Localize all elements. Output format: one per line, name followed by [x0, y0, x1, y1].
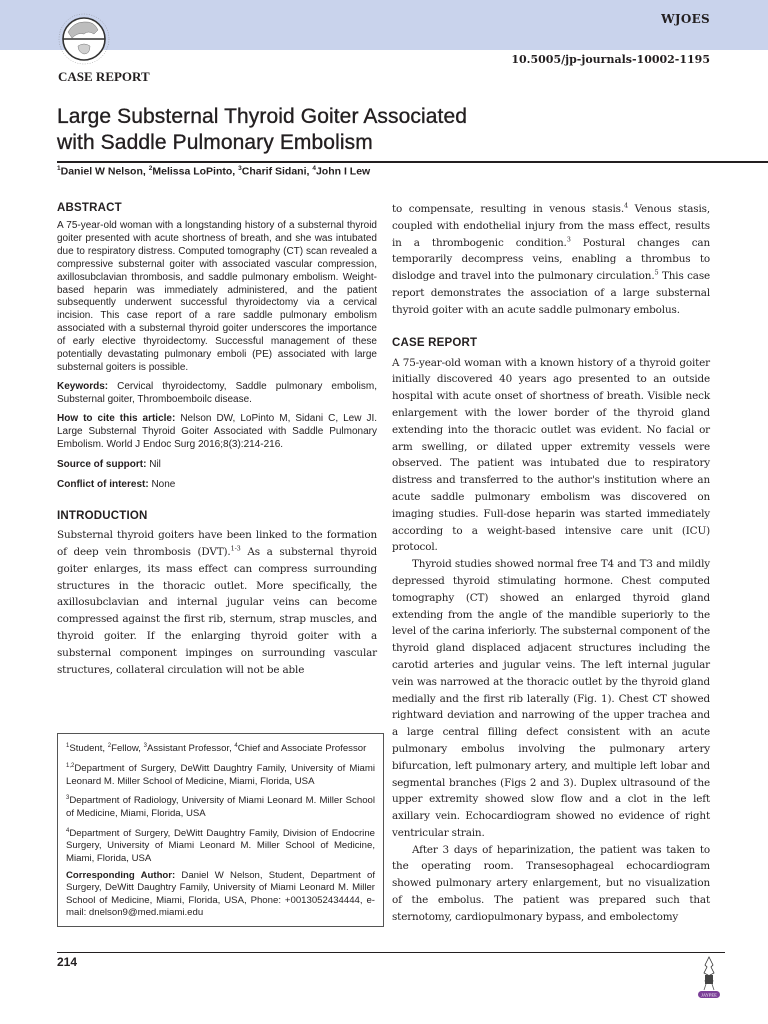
text-run: This case report demonstrates the association of a large substernal thyroid goiter with an acute saddle pulmonary embolus.	[392, 270, 710, 316]
role-sup: 3	[143, 743, 147, 749]
introduction-paragraph	[57, 527, 377, 678]
citation-text: Nelson DW, LoPinto M, Sidani C, Lew JI. Large Substernal Thyroid Goiter Associated with Saddle Pulmonary Embolism. World J Endoc Surg 2016;8(3):214-216.	[57, 412, 378, 450]
keywords-text: Cervical thyroidectomy, Saddle pulmonary embolism, Substernal goiter, Thromboemboilc disease.	[57, 380, 377, 405]
author-sup: 3	[238, 165, 242, 172]
title-divider	[57, 161, 768, 163]
affiliations-box	[57, 733, 384, 927]
left-column	[57, 202, 377, 678]
keywords-label: Keywords:	[57, 380, 109, 392]
page-number: 214	[57, 955, 78, 969]
author-sup: 4	[312, 165, 316, 172]
role-text: Chief and Associate Professor	[237, 743, 367, 755]
society-logo-icon	[54, 8, 118, 68]
affiliation-1-2	[66, 760, 375, 788]
journal-abbrev: WJOES	[661, 12, 710, 26]
support-label: Source of support:	[57, 459, 147, 471]
case-paragraph-2: Thyroid studies showed normal free T4 and T3 and mildly depressed thyroid stimulating hormone. Chest computed tomography (CT) showed an enlarged thyroid gland extending from the angle of the mandible superiorly to the level of the carina inferiorly. The substernal component of the thyroid gland displaced adjacent structures including the carotid arteries and jugular veins. The left internal jugular vein was narrowed at the thoracic outlet by the thyroid gland medially and the first rib laterally (Fig. 1). Chest CT showed rightward deviation and narrowing of the upper trachea and a large central filling defect consistent with an acute pulmonary embolus involving the pulmonary artery bifurcation, left pulmonary artery, and multiple left lobar and segmental branches (Figs 2 and 3). Duplex ultrasound of the upper extremity showed slow flow and a clot in the left axillary vein. Echocardiogram showed no evidence of right ventricular strain.	[392, 558, 710, 839]
affil-sup: 4	[66, 827, 70, 834]
text-run: to compensate, resulting in venous stasis.	[392, 203, 624, 215]
corr-label: Corresponding Author:	[66, 869, 176, 881]
source-of-support	[57, 459, 377, 472]
title-line-1: Large Substernal Thyroid Goiter Associated	[57, 105, 468, 128]
conflict-value: None	[151, 479, 176, 491]
citation	[57, 413, 377, 452]
corr-text: Daniel W Nelson, Student, Department of Surgery, DeWitt Daughtry Family, University of Miami Leonard M. Miller School of Medicine, Miami, Florida, USA, Phone: +0013052434444, e-mail: dnelson9@med.miami.edu	[66, 869, 375, 919]
text-run: As a substernal thyroid goiter enlarges, its mass effect can compress surrounding structures in the thoracic outlet. More specifically, the axillosubclavian and internal jugular veins can become compressed against the first rib, sternum, strap muscles, and thyroid goiter. If the enlarging thyroid goiter with a substernal component impinges on surrounding vascular structures, collateral circulation will not be able	[57, 546, 377, 676]
citation-ref[interactable]: 1-3	[230, 544, 241, 553]
author-roles	[66, 740, 375, 756]
author-list	[57, 165, 370, 178]
affiliation-4	[66, 825, 375, 866]
affil-sup: 3	[66, 795, 70, 802]
right-column	[392, 201, 710, 926]
citation-ref[interactable]: 5	[654, 268, 659, 277]
doi[interactable]: 10.5005/jp-journals-10002-1195	[511, 53, 710, 66]
case-paragraph-3: After 3 days of heparinization, the patient was taken to the operating room. Transesophageal echocardiogram showed pulmonary artery enlargement, but no visualization of the embolus. The patient was prepared such that sternotomy, cardiopulmonary bypass, and embolectomy	[392, 843, 710, 923]
role-sup: 4	[234, 743, 238, 749]
citation-label: How to cite this article:	[57, 412, 176, 424]
citation-ref[interactable]: 3	[566, 235, 571, 244]
citation-ref[interactable]: 4	[623, 201, 628, 210]
publisher-badge-text: JAYPEE	[701, 992, 717, 998]
introduction-heading: INTRODUCTION	[57, 510, 148, 523]
affil-text: Department of Surgery, DeWitt Daughtry Family, University of Miami Leonard M. Miller School of Medicine, Miami, Florida, USA	[66, 762, 375, 787]
article-type: CASE REPORT	[58, 69, 150, 84]
title-line-2: with Saddle Pulmonary Embolism	[57, 131, 373, 154]
role-sup: 1	[66, 743, 70, 749]
affil-text: Department of Radiology, University of Miami Leonard M. Miller School of Medicine, Miami, Florida, USA	[66, 795, 375, 819]
affiliation-3	[66, 792, 375, 820]
text-run: Postural changes can temporarily decompress veins, enabling a thrombus to dislodge and travel into the pulmonary circulation.	[392, 236, 710, 283]
abstract-text: A 75-year-old woman with a longstanding history of a substernal thyroid goiter presented with acute shortness of breath, and she was intubated due to respiratory distress. Computed tomography (CT) scan revealed a compressive substernal goiter with associated vascular compression, axillosubclavian thrombosis, and saddle pulmonary embolism. Weight-based heparin was immediately administered, and the patient subsequently underwent successful thyroidectomy via a cervical incision. This case report of a rare saddle pulmonary embolism associated with a substernal thyroid goiter underscores the importance of early elective thyroidectomy. Successful management of these potentially devastating pulmonary emboli (PE) associated with large substernal goiters is possible.	[57, 220, 377, 373]
author-sup: 1	[57, 165, 61, 172]
conflict-label: Conflict of interest:	[57, 479, 149, 491]
footer-divider	[57, 952, 725, 953]
author-name: Charif Sidani,	[241, 165, 313, 178]
author-sup: 2	[148, 165, 153, 172]
keywords	[57, 381, 377, 407]
role-text: Assistant Professor,	[146, 743, 235, 755]
affil-text: Department of Surgery, DeWitt Daughtry Family, Division of Endocrine Surgery, University of Miami Leonard M. Miller School of Medicine, Miami, Florida, USA	[66, 827, 375, 864]
corresponding-author	[66, 870, 375, 920]
author-name: Daniel W Nelson,	[60, 165, 149, 178]
conflict-of-interest	[57, 479, 377, 492]
role-text: Student,	[69, 743, 108, 755]
text-run: Venous stasis, coupled with endothelial injury from the mass effect, results in a thrombogenic condition.	[392, 203, 710, 249]
author-name: John I Lew	[315, 165, 371, 178]
introduction-paragraph-cont	[392, 201, 710, 319]
publisher-logo-icon	[694, 955, 724, 1000]
article-title	[57, 104, 657, 156]
role-sup: 2	[107, 743, 112, 749]
affil-sup: 1,2	[66, 762, 75, 769]
role-text: Fellow,	[111, 743, 144, 755]
author-name: Melissa LoPinto,	[152, 165, 239, 178]
case-paragraph-1: A 75-year-old woman with a known history of a thyroid goiter initially discovered 40 years ago presented to an outside hospital with acute onset of shortness of breath. Visible neck enlargement with the lower border of the thyroid gland extending into the thoracic outlet was evident. No facial or arm swelling, or dilated upper extremity vessels were observed. The patient was intubated due to respiratory distress and transferred to the author's institution where an acute saddle pulmonary embolism was discovered on imaging studies. Full-dose heparin was started immediately according to a weight-based intensive care unit (ICU) protocol.	[392, 356, 710, 554]
abstract-heading: ABSTRACT	[57, 202, 122, 214]
support-value: Nil	[149, 459, 161, 471]
text-run: Substernal thyroid goiters have been linked to the formation of deep vein thrombosis (DVT).	[57, 529, 377, 559]
case-report-heading: CASE REPORT	[392, 336, 478, 349]
